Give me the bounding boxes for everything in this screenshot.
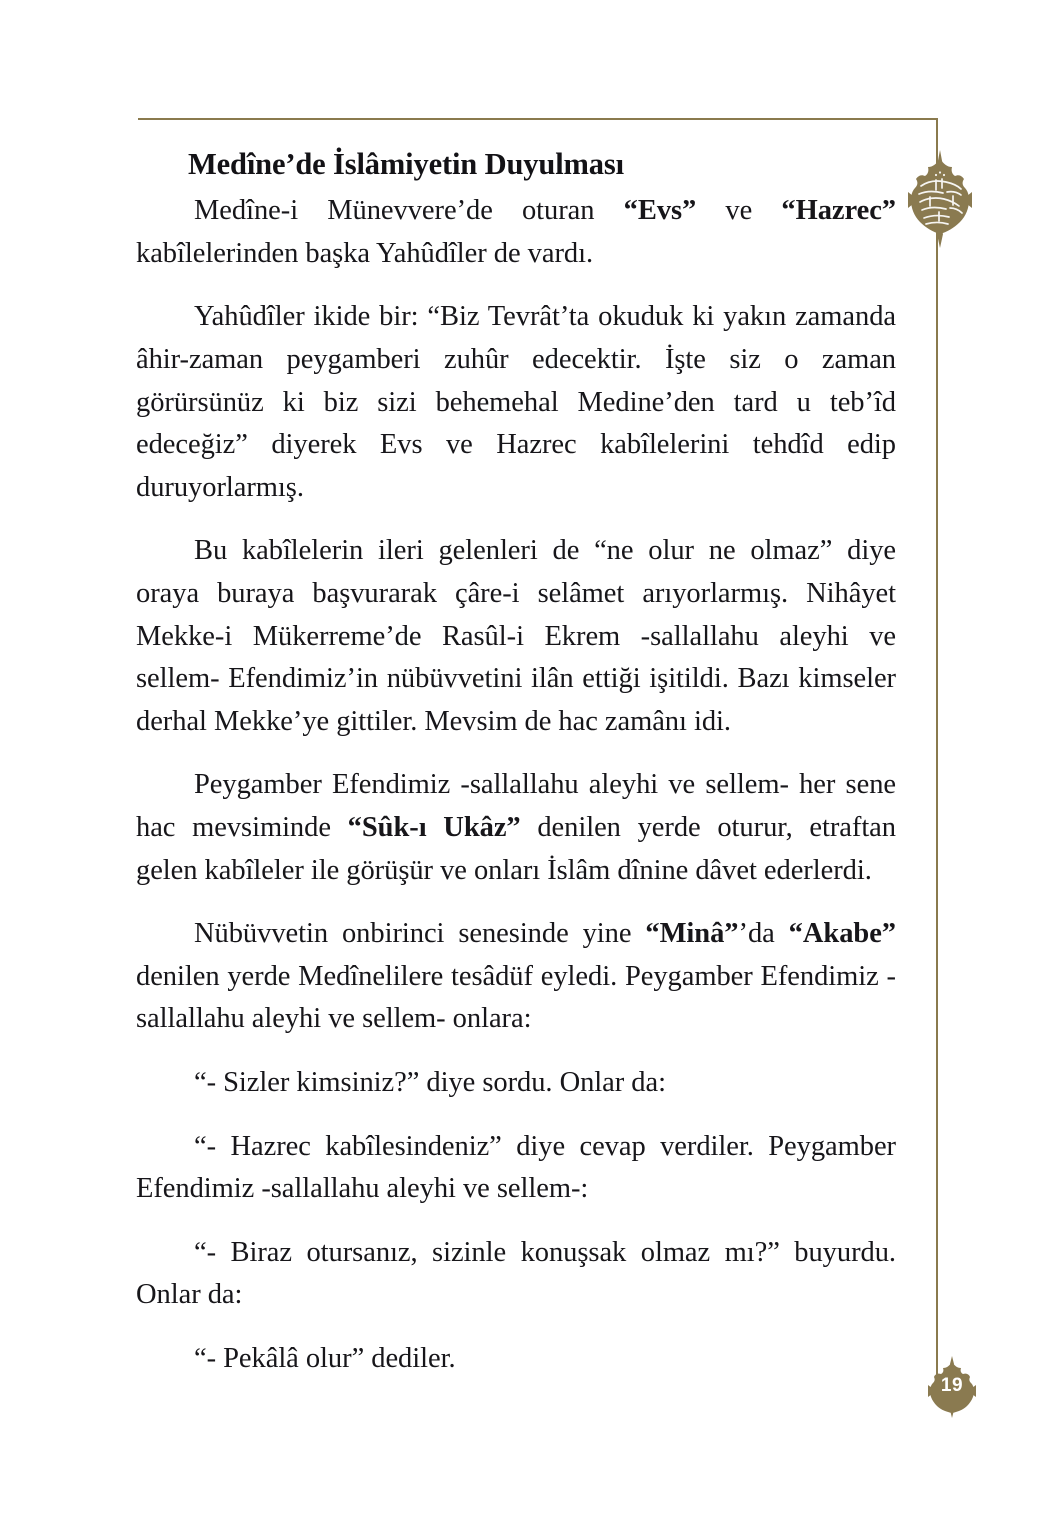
page-content (136, 143, 896, 1381)
arabic-calligraphy-medallion (906, 150, 974, 248)
emphasis-term: “Hazrec” (781, 195, 897, 227)
paragraph: “- Biraz otursanız, sizinle konuşsak olmaz mı?” buyurdu. Onlar da: (136, 1236, 896, 1311)
paragraph: “- Pekâlâ olur” dediler. (194, 1342, 456, 1374)
paragraph: “- Sizler kimsiniz?” diye sordu. Onlar da: (194, 1066, 666, 1098)
paragraph: Peygamber Efendimiz -sallallahu aleyhi ve sellem- her sene hac mevsiminde “Sûk-ı Ukâz” denilen yerde oturur, etraftan gelen kabîleler ile görüşür ve onları İslâm dînine dâvet ederlerdi. (136, 769, 896, 886)
paragraph: Bu kabîlelerin ileri gelenleri de “ne olur ne olmaz” diye oraya buraya başvurarak çâre-i selâmet arıyorlarmış. Nihâyet Mekke-i Mükerreme’de Rasûl-i Ekrem -sallallahu aleyhi ve sellem- Efendimiz’in nübüvvetini ilân ettiği işitildi. Bazı kimseler derhal Mekke’ye gittiler. Mevsim de hac zamânı idi. (136, 535, 896, 737)
body-text (136, 190, 896, 1380)
paragraph: Yahûdîler ikide bir: “Biz Tevrât’ta okuduk ki yakın zamanda âhir-zaman peygamberi zuhûr edecektir. İşte siz o zaman görürsünüz ki biz sizi behemehal Medine’den tard u teb’îd edeceğiz” diyerek Evs ve Hazrec kabîlelerini tehdîd edip duruyorlarmış. (136, 301, 896, 503)
page-number-badge (928, 1356, 976, 1418)
page-title: Medîne’de İslâmiyetin Duyulması (188, 147, 624, 181)
top-rule (138, 118, 938, 120)
page-number-label: 19 (940, 1374, 964, 1396)
emphasis-term: “Akabe” (788, 918, 896, 950)
emphasis-term: “Minâ” (645, 918, 739, 950)
paragraph: “- Hazrec kabîlesindeniz” diye cevap verdiler. Peygamber Efendimiz -sallallahu aleyhi ve sellem-: (136, 1130, 896, 1205)
paragraph: Medîne-i Münevvere’de oturan “Evs” ve “Hazrec” kabîlelerinden başka Yahûdîler de vardı. (136, 195, 897, 269)
emphasis-term: “Evs” (623, 195, 697, 227)
right-rule (936, 118, 938, 1388)
paragraph: Nübüvvetin onbirinci senesinde yine “Minâ”’da “Akabe” denilen yerde Medînelilere tesâdüf eyledi. Peygamber Efendimiz -sallallahu aleyhi ve sellem- onlara: (136, 918, 896, 1035)
emphasis-term: “Sûk-ı Ukâz” (347, 812, 521, 844)
